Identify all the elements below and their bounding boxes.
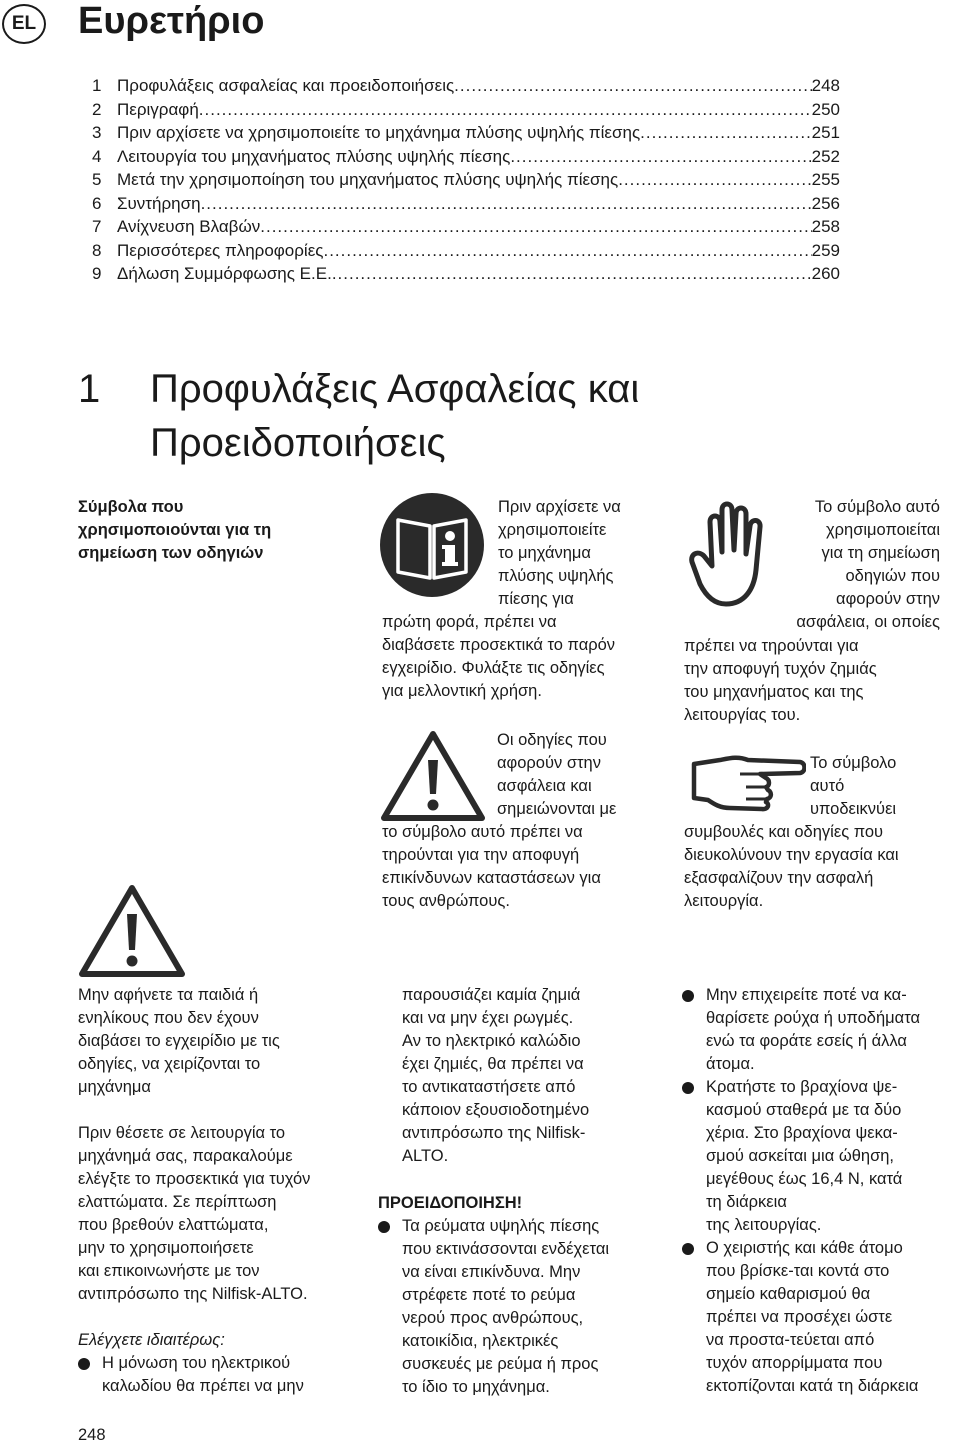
toc-entry-page: 250: [811, 99, 840, 119]
toc-entry-title: Ανίχνευση Βλαβών: [117, 217, 261, 236]
section-number: 1: [78, 367, 101, 411]
text-line: και να μην έχει ρωγμές.: [402, 1009, 574, 1027]
text-line: Πριν αρχίσετε να: [498, 498, 621, 516]
page-number: 248: [78, 1426, 106, 1444]
text-line: επικίνδυνων καταστάσεων για: [382, 869, 601, 887]
toc-entry-title: Μετά την χρησιμοποίηση του μηχανήματος πλύσης υψηλής πίεσης: [117, 170, 619, 189]
text-line: εκτοπίζονται κατά τη διάρκεια: [706, 1377, 919, 1395]
text-line: Μην επιχειρείτε ποτέ να κα-: [706, 986, 907, 1004]
text-line: άτομα.: [706, 1055, 755, 1073]
toc-entry[interactable]: [92, 76, 840, 100]
text-line: μηχάνημά σας, παρακαλούμε: [78, 1147, 293, 1165]
toc-leader-dots: [510, 147, 811, 167]
warning-heading: ΠΡΟΕΙΔΟΠΟΙΗΣΗ!: [378, 1194, 523, 1212]
bullet-dot-icon: [682, 1243, 694, 1255]
text-line: εξασφαλίζουν την ασφαλή: [684, 869, 874, 887]
page-title: Ευρετήριο: [78, 0, 265, 42]
text-line: Ο χειριστής και κάθε άτομο: [706, 1239, 903, 1257]
section-title-line: Προειδοποιήσεις: [150, 421, 446, 465]
text-line: Οι οδηγίες που: [497, 731, 607, 749]
text-line: σημείο καθαρισμού θα: [706, 1285, 871, 1303]
text-line: Κρατήστε το βραχίονα ψε-: [706, 1078, 898, 1096]
language-badge: EL: [2, 4, 46, 44]
text-line: σμού ασκείται μια ώθηση,: [706, 1147, 895, 1165]
text-line: πρώτη φορά, πρέπει να: [382, 613, 557, 631]
text-line: θαρίσετε ρούχα ή υποδήματα: [706, 1009, 921, 1027]
toc-entry[interactable]: [92, 241, 840, 265]
text-line: διευκολύνουν την εργασία και: [684, 846, 899, 864]
text-line: αντιπρόσωπο της Nilfisk-ALTO.: [78, 1285, 308, 1303]
toc-entry-page: 252: [811, 146, 840, 166]
column-2-warning: [378, 1192, 668, 1399]
symbols-heading-line: Σύμβολα που: [78, 498, 184, 516]
text-line: την αποφυγή τυχόν ζημιάς: [684, 660, 877, 678]
toc-entry-number: 1: [92, 76, 102, 95]
toc-entry-title: Δήλωση Συμμόρφωσης Ε.Ε.: [117, 264, 332, 283]
toc-entry-page: 260: [811, 264, 840, 283]
text-line: για τη σημείωση: [821, 544, 940, 562]
text-line: και επικοινωνήστε με τον: [78, 1262, 260, 1280]
text-line: το αντικαταστήσετε από: [402, 1078, 576, 1096]
toc-entry-number: 9: [92, 264, 102, 283]
toc-entry-number: 5: [92, 170, 102, 189]
manual-symbol-text: [498, 496, 621, 611]
toc-entry[interactable]: [92, 217, 840, 241]
bullet-item: [682, 984, 956, 1076]
text-line: αυτό: [810, 777, 845, 795]
text-line: διαβάσει το εγχειρίδιο με τις: [78, 1032, 280, 1050]
toc-leader-dots: [199, 100, 812, 120]
symbols-heading-line: χρησιμοποιούνται για τη: [78, 521, 272, 539]
text-line: πρέπει να τηρούνται για: [684, 637, 859, 655]
text-line: να είναι επικίνδυνα. Μην: [402, 1263, 581, 1281]
text-line: Τα ρεύματα υψηλής πίεσης: [402, 1217, 600, 1235]
text-line: οδηγίες, να χειρίζονται το: [78, 1055, 261, 1073]
toc-entry-title: Περισσότερες πληροφορίες: [117, 240, 324, 260]
text-line: μεγέθους έως 16,4 N, κατά: [706, 1170, 903, 1188]
paragraph: [78, 1122, 368, 1306]
text-line: που εκτινάσσονται ενδέχεται: [402, 1240, 610, 1258]
toc-leader-dots: [260, 217, 811, 237]
text-line: οδηγιών που: [845, 567, 940, 585]
column-3: [682, 984, 956, 1398]
toc-entry-title: Πριν αρχίσετε να χρησιμοποιείτε το μηχάνημα πλύσης υψηλής πίεσης: [117, 123, 641, 142]
manual-symbol-text-cont: [382, 611, 615, 703]
text-line: ασφάλεια, οι οποίες: [796, 613, 940, 631]
text-line: τηρούνται για την αποφυγή: [382, 846, 580, 864]
toc-entry-number: 3: [92, 123, 102, 142]
text-line: νερού προς ανθρώπους,: [402, 1309, 584, 1327]
toc-entry[interactable]: [92, 100, 840, 124]
text-line: αφορούν στην: [836, 590, 940, 608]
toc-entry-page: 259: [811, 240, 840, 260]
toc-leader-dots: [618, 170, 811, 190]
symbols-heading-line: σημείωση των οδηγιών: [78, 544, 264, 562]
text-line: σημειώνονται με: [497, 800, 617, 818]
text-line: μηχάνημα: [78, 1078, 151, 1096]
paragraph: [402, 984, 672, 1168]
hand-symbol-text-cont: [684, 635, 877, 727]
text-line: που βρίσκε-ται κοντά στο: [706, 1262, 890, 1280]
toc-leader-dots: [640, 123, 811, 143]
toc-entry-page: 255: [811, 170, 840, 189]
text-line: Η μόνωση του ηλεκτρικού: [102, 1354, 291, 1372]
column-2: [402, 984, 672, 1168]
text-line: έχει ζημιές, θα πρέπει να: [402, 1055, 584, 1073]
toc-entry-title: Λειτουργία του μηχανήματος πλύσης υψηλής πίεσης: [117, 146, 511, 166]
read-manual-icon: [380, 492, 484, 598]
text-line: καλωδίου θα πρέπει να μην: [102, 1377, 304, 1395]
text-line: τυχόν απορρίμματα που: [706, 1354, 883, 1372]
pointing-hand-icon: [690, 752, 806, 812]
paragraph: [78, 984, 368, 1099]
text-line: τους ανθρώπους.: [382, 892, 510, 910]
text-line: για μελλοντική χρήση.: [382, 682, 542, 700]
toc-entry-number: 6: [92, 193, 102, 213]
bullet-dot-icon: [682, 990, 694, 1002]
bullet-item: [682, 1076, 956, 1237]
toc-entry-number: 7: [92, 217, 102, 236]
pointer-symbol-text: [810, 752, 896, 821]
check-label: Ελέγχετε ιδιαιτέρως:: [78, 1331, 225, 1349]
toc-entry-number: 2: [92, 99, 102, 119]
text-line: τη διάρκεια: [706, 1193, 787, 1211]
bullet-item: [682, 1237, 956, 1398]
text-line: αντιπρόσωπο της Nilfisk-: [402, 1124, 586, 1142]
text-line: χρησιμοποιείτε: [498, 521, 607, 539]
text-line: κατοικίδια, ηλεκτρικές: [402, 1332, 559, 1350]
toc-entry-number: 8: [92, 240, 102, 260]
text-line: Το σύμβολο αυτό: [814, 498, 940, 516]
text-line: ALTO.: [402, 1147, 449, 1165]
text-line: που βρεθούν ελαττώματα,: [78, 1216, 269, 1234]
toc-entry[interactable]: [92, 123, 840, 147]
toc-entry[interactable]: [92, 194, 840, 218]
symbols-heading: [78, 496, 271, 565]
pointer-symbol-text-cont: [684, 821, 899, 913]
toc-leader-dots: [454, 76, 811, 96]
text-line: ελέγξτε το προσεκτικά για τυχόν: [78, 1170, 311, 1188]
toc-leader-dots: [201, 194, 812, 214]
text-line: να προστα-τεύεται από: [706, 1331, 875, 1349]
text-line: Αν το ηλεκτρικό καλώδιο: [402, 1032, 581, 1050]
warning-triangle-icon: [78, 884, 186, 978]
toc-entry-page: 248: [811, 76, 840, 95]
toc-entry[interactable]: [92, 147, 840, 171]
bullet-item: [378, 1215, 668, 1399]
toc-entry-title: Περιγραφή: [117, 99, 199, 119]
text-line: κάποιον εξουσιοδοτημένο: [402, 1101, 590, 1119]
text-line: ενηλίκους που δεν έχουν: [78, 1009, 259, 1027]
text-line: Το σύμβολο: [810, 754, 897, 772]
text-line: υποδεικνύει: [810, 800, 897, 818]
bullet-dot-icon: [78, 1358, 90, 1370]
text-line: μην το χρησιμοποιήσετε: [78, 1239, 254, 1257]
warning-symbol-text: [497, 729, 616, 821]
text-line: λειτουργίας του.: [684, 706, 801, 724]
text-line: στρέφετε ποτέ το ρεύμα: [402, 1286, 576, 1304]
text-line: χρησιμοποιείται: [825, 521, 940, 539]
toc-entry-page: 256: [811, 193, 840, 213]
text-line: κασμού σταθερά με τα δύο: [706, 1101, 902, 1119]
toc-entry[interactable]: [92, 170, 840, 194]
toc-leader-dots: [332, 264, 812, 284]
text-line: πρέπει να προσέχει ώστε: [706, 1308, 893, 1326]
text-line: χέρια. Στο βραχίονα ψεκα-: [706, 1124, 898, 1142]
text-line: συσκευές με ρεύμα ή προς: [402, 1355, 599, 1373]
warning-symbol-text-cont: [382, 821, 601, 913]
text-line: πλύσης υψηλής: [498, 567, 614, 585]
bullet-dot-icon: [378, 1221, 390, 1233]
text-line: της λειτουργίας.: [706, 1216, 822, 1234]
text-line: εγχειρίδιο. Φυλάξτε τις οδηγίες: [382, 659, 605, 677]
text-line: Μην αφήνετε τα παιδιά ή: [78, 986, 259, 1004]
text-line: πίεσης για: [498, 590, 574, 608]
toc-entry-title: Συντήρηση: [117, 193, 201, 213]
toc-entry-page: 251: [811, 123, 840, 142]
text-line: το ίδιο το μηχάνημα.: [402, 1378, 550, 1396]
section-title-line: Προφυλάξεις Ασφαλείας και: [150, 367, 640, 411]
text-line: ελαττώματα. Σε περίπτωση: [78, 1193, 277, 1211]
text-line: ενώ τα φοράτε εσείς ή άλλα: [706, 1032, 907, 1050]
column-1: [78, 984, 368, 1398]
toc-entry-number: 4: [92, 146, 102, 166]
section-title: [150, 362, 870, 470]
text-line: το σύμβολο αυτό πρέπει να: [382, 823, 583, 841]
warning-triangle-icon: [380, 730, 486, 822]
text-line: το μηχάνημα: [498, 544, 591, 562]
toc-leader-dots: [323, 241, 811, 261]
bullet-item: [78, 1352, 368, 1398]
text-line: συμβουλές και οδηγίες που: [684, 823, 884, 841]
toc-entry-title: Προφυλάξεις ασφαλείας και προειδοποιήσεις: [117, 76, 455, 95]
text-line: παρουσιάζει καμία ζημιά: [402, 986, 581, 1004]
text-line: ασφάλεια και: [497, 777, 592, 795]
toc-entry[interactable]: [92, 264, 840, 288]
text-line: λειτουργία.: [684, 892, 764, 910]
table-of-contents: [92, 76, 840, 288]
stop-hand-icon: [686, 500, 772, 608]
text-line: Πριν θέσετε σε λειτουργία το: [78, 1124, 286, 1142]
toc-entry-page: 258: [811, 217, 840, 236]
text-line: αφορούν στην: [497, 754, 601, 772]
hand-symbol-text: [776, 496, 940, 634]
text-line: του μηχανήματος και της: [684, 683, 864, 701]
bullet-dot-icon: [682, 1082, 694, 1094]
text-line: διαβάσετε προσεκτικά το παρόν: [382, 636, 616, 654]
